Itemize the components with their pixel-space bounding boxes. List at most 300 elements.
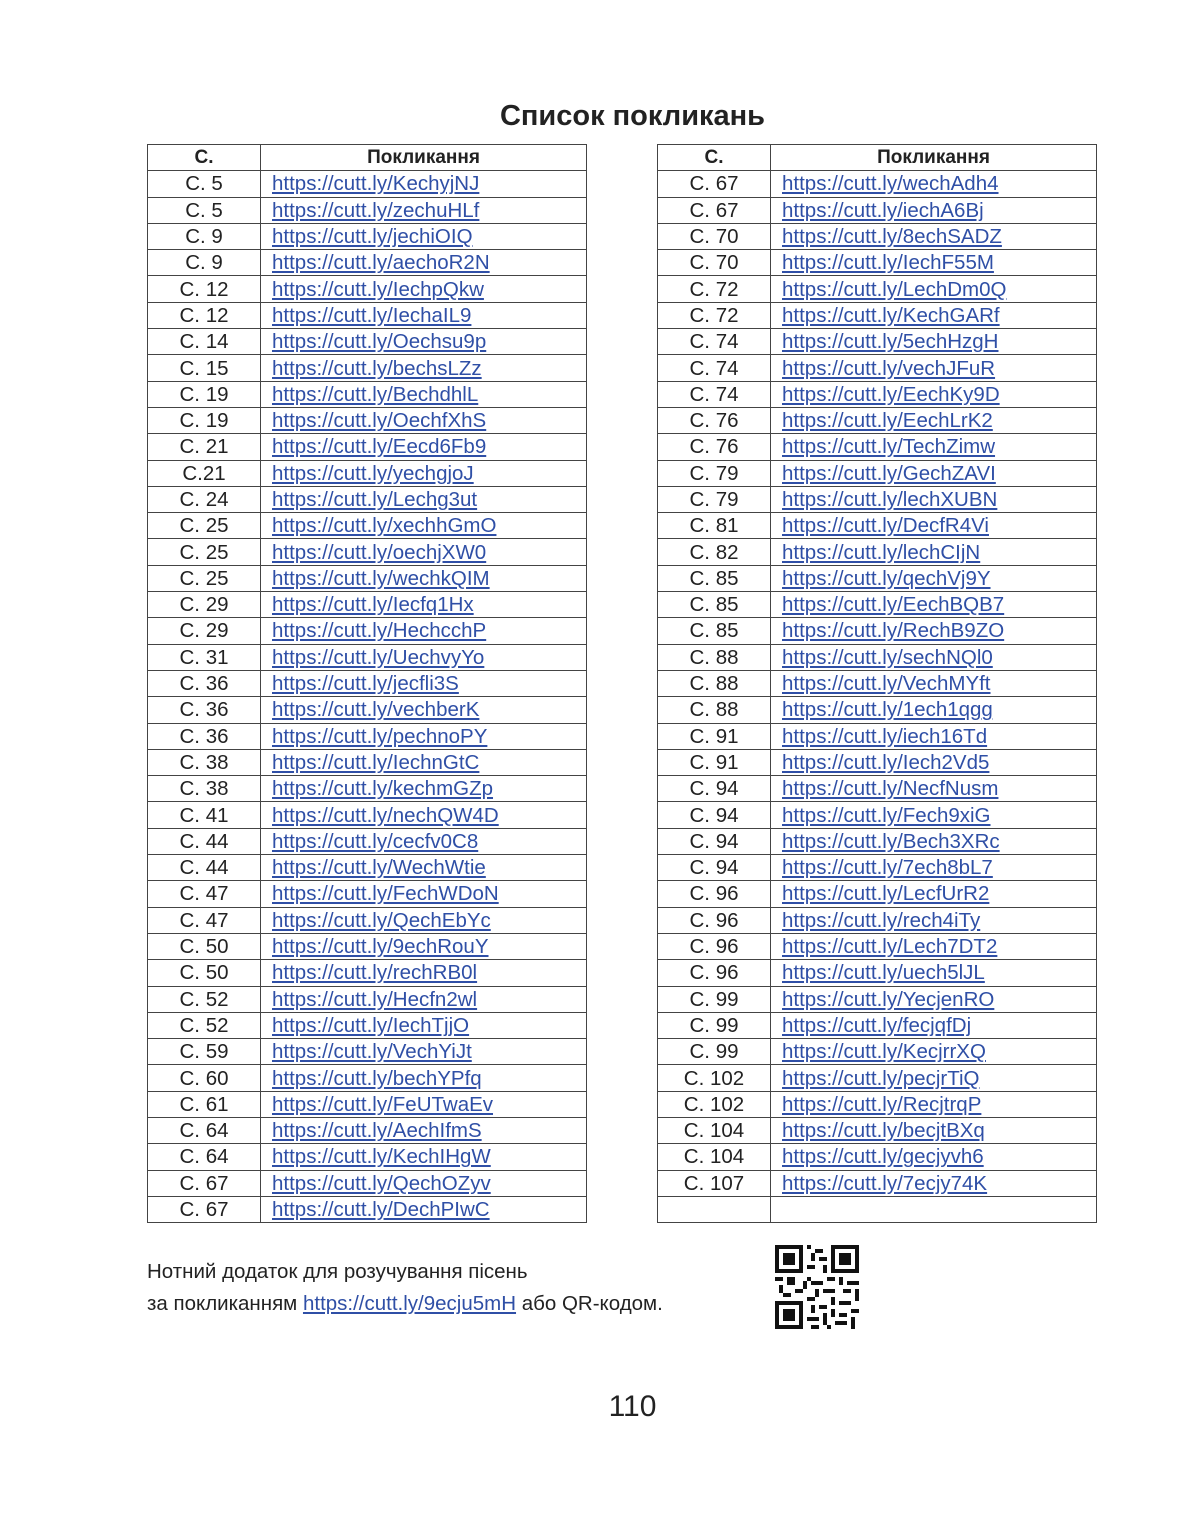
link[interactable]: https://cutt.ly/QechOZyv <box>272 1171 491 1195</box>
note-suffix: або QR-кодом. <box>516 1292 663 1315</box>
page-ref-cell: С. 79 <box>658 486 771 512</box>
table-row <box>148 1144 587 1170</box>
page-ref-cell: С. 70 <box>658 223 771 249</box>
link-cell <box>771 539 1097 565</box>
link-cell <box>771 697 1097 723</box>
link[interactable]: https://cutt.ly/gecjyvh6 <box>782 1145 984 1169</box>
link[interactable]: https://cutt.ly/DechPIwC <box>272 1198 490 1222</box>
link[interactable]: https://cutt.ly/sechNQl0 <box>782 645 993 669</box>
table-row <box>658 223 1097 249</box>
page-ref-cell: С. 64 <box>148 1117 261 1143</box>
link[interactable]: https://cutt.ly/rechRB0l <box>272 961 478 985</box>
column-header-page: С. <box>658 145 771 171</box>
page-ref-cell: С. 31 <box>148 644 261 670</box>
link[interactable]: https://cutt.ly/IechpQkw <box>272 277 484 301</box>
link-cell <box>771 1091 1097 1117</box>
link-cell <box>771 197 1097 223</box>
page-ref-cell: С. 15 <box>148 355 261 381</box>
page-ref-cell: С. 52 <box>148 1012 261 1038</box>
table-row <box>148 355 587 381</box>
link[interactable]: https://cutt.ly/AechIfmS <box>272 1119 482 1143</box>
page-ref-cell: С. 59 <box>148 1039 261 1065</box>
table-row <box>658 723 1097 749</box>
link-cell <box>771 618 1097 644</box>
link[interactable]: https://cutt.ly/8echSADZ <box>782 225 1002 249</box>
link[interactable]: https://cutt.ly/Lech7DT2 <box>782 935 998 959</box>
table-row <box>658 670 1097 696</box>
page-ref-cell: С. 94 <box>658 855 771 881</box>
column-header-link: Покликання <box>261 145 587 171</box>
page-ref-cell: С. 76 <box>658 434 771 460</box>
page-ref-cell: С. 9 <box>148 223 261 249</box>
link-cell <box>261 250 587 276</box>
link[interactable]: https://cutt.ly/Oechsu9p <box>272 330 487 354</box>
page-ref-cell: С. 24 <box>148 486 261 512</box>
page-ref-cell: С. 88 <box>658 670 771 696</box>
link-cell <box>261 828 587 854</box>
table-row <box>658 618 1097 644</box>
link[interactable]: https://cutt.ly/NecfNusm <box>782 777 999 801</box>
table-row <box>148 223 587 249</box>
link[interactable]: https://cutt.ly/LechDm0Q <box>782 277 1007 301</box>
link[interactable]: https://cutt.ly/bechYPfq <box>272 1066 482 1090</box>
link[interactable]: https://cutt.ly/EechKy9D <box>782 382 1000 406</box>
link[interactable]: https://cutt.ly/EechLrK2 <box>782 409 993 433</box>
page-ref-cell: С. 19 <box>148 407 261 433</box>
link-cell <box>261 407 587 433</box>
table-row <box>148 881 587 907</box>
link[interactable]: https://cutt.ly/FeUTwaEv <box>272 1092 494 1116</box>
link[interactable]: https://cutt.ly/EechBQB7 <box>782 593 1005 617</box>
table-row <box>148 565 587 591</box>
link[interactable]: https://cutt.ly/yechgjoJ <box>272 461 474 485</box>
qr-code-icon <box>775 1245 859 1329</box>
table-row <box>148 933 587 959</box>
page-ref-cell: С. 96 <box>658 907 771 933</box>
table-row <box>148 460 587 486</box>
link[interactable]: https://cutt.ly/IechnGtC <box>272 750 480 774</box>
page-ref-cell: С. 81 <box>658 513 771 539</box>
link[interactable]: https://cutt.ly/cecfv0C8 <box>272 829 479 853</box>
link[interactable]: https://cutt.ly/DecfR4Vi <box>782 514 989 538</box>
page-ref-cell: С. 50 <box>148 960 261 986</box>
page-ref-cell: С. 36 <box>148 697 261 723</box>
table-row <box>148 1170 587 1196</box>
table-row <box>658 539 1097 565</box>
note-line-1: Нотний додаток для розучування пісень <box>147 1260 528 1283</box>
page-ref-cell: С. 91 <box>658 723 771 749</box>
table-row <box>658 565 1097 591</box>
link[interactable]: https://cutt.ly/becjtBXq <box>782 1119 985 1143</box>
link[interactable]: https://cutt.ly/IechF55M <box>782 251 994 275</box>
table-row <box>148 1039 587 1065</box>
link-cell <box>261 776 587 802</box>
table-row <box>148 960 587 986</box>
link[interactable]: https://cutt.ly/xechhGmO <box>272 514 497 538</box>
table-row <box>148 381 587 407</box>
link-cell <box>261 697 587 723</box>
table-row <box>658 1039 1097 1065</box>
table-row <box>148 644 587 670</box>
page-ref-cell: С. 104 <box>658 1117 771 1143</box>
link[interactable]: https://cutt.ly/vechberK <box>272 698 480 722</box>
link[interactable]: https://cutt.ly/rech4iTy <box>782 908 981 932</box>
note-prefix: за покликанням <box>147 1292 303 1315</box>
link[interactable]: https://cutt.ly/YecjenRO <box>782 987 995 1011</box>
link-cell <box>771 592 1097 618</box>
link-cell <box>261 802 587 828</box>
link[interactable]: https://cutt.ly/9echRouY <box>272 935 489 959</box>
link-cell <box>261 1196 587 1222</box>
link-cell <box>771 1039 1097 1065</box>
link-cell <box>771 460 1097 486</box>
page-ref-cell: С. 44 <box>148 828 261 854</box>
page-ref-cell: С. 104 <box>658 1144 771 1170</box>
table-row <box>658 197 1097 223</box>
link[interactable]: https://cutt.ly/Iecfq1Hx <box>272 593 474 617</box>
table-row <box>148 276 587 302</box>
page-ref-cell: С. 29 <box>148 618 261 644</box>
link[interactable]: https://cutt.ly/uech5lJL <box>782 961 985 985</box>
link-cell <box>261 670 587 696</box>
link[interactable]: https://cutt.ly/KecjrrXQ <box>782 1040 986 1064</box>
link-cell <box>261 1144 587 1170</box>
page-ref-cell: С. 25 <box>148 513 261 539</box>
link[interactable]: https://cutt.ly/nechQW4D <box>272 803 499 827</box>
link-cell <box>771 565 1097 591</box>
table-row <box>658 776 1097 802</box>
link[interactable]: https://cutt.ly/OechfXhS <box>272 409 487 433</box>
link-cell <box>771 381 1097 407</box>
link[interactable]: https://cutt.ly/BechdhlL <box>272 382 479 406</box>
page-ref-cell <box>658 1196 771 1222</box>
link[interactable]: https://cutt.ly/wechAdh4 <box>782 172 999 196</box>
page-ref-cell: С. 47 <box>148 907 261 933</box>
link-cell <box>771 1170 1097 1196</box>
link[interactable]: https://cutt.ly/jechiOIQ <box>272 225 473 249</box>
link-cell <box>771 907 1097 933</box>
link[interactable]: https://cutt.ly/lechXUBN <box>782 488 998 511</box>
link-cell <box>261 513 587 539</box>
link[interactable]: https://cutt.ly/UechvyYo <box>272 645 485 669</box>
table-row <box>148 1117 587 1143</box>
link-cell <box>261 302 587 328</box>
link[interactable]: https://cutt.ly/KechyjNJ <box>272 172 480 196</box>
link[interactable]: https://cutt.ly/QechEbYc <box>272 908 491 932</box>
page-ref-cell: С. 25 <box>148 565 261 591</box>
link[interactable]: https://cutt.ly/Hecfn2wl <box>272 987 478 1011</box>
link-cell <box>261 329 587 355</box>
page-ref-cell: С. 61 <box>148 1091 261 1117</box>
link-cell <box>261 749 587 775</box>
table-row <box>658 986 1097 1012</box>
link[interactable]: https://cutt.ly/Fech9xiG <box>782 803 991 827</box>
page-ref-cell: С. 60 <box>148 1065 261 1091</box>
link[interactable]: https://cutt.ly/RechB9ZO <box>782 619 1005 643</box>
link[interactable]: https://cutt.ly/GechZAVI <box>782 461 996 485</box>
link[interactable]: https://cutt.ly/iechA6Bj <box>782 198 984 222</box>
page-ref-cell: С. 67 <box>148 1170 261 1196</box>
link[interactable]: https://cutt.ly/oechjXW0 <box>272 540 487 564</box>
link-cell <box>261 618 587 644</box>
link-cell <box>261 434 587 460</box>
link-cell <box>771 670 1097 696</box>
table-row <box>148 828 587 854</box>
table-row <box>148 802 587 828</box>
table-row <box>658 302 1097 328</box>
page-ref-cell: С. 19 <box>148 381 261 407</box>
page-ref-cell: С. 85 <box>658 565 771 591</box>
link[interactable]: https://cutt.ly/zechuHLf <box>272 198 480 222</box>
link[interactable]: https://cutt.ly/IechaIL9 <box>272 303 472 327</box>
table-row <box>658 933 1097 959</box>
link-cell <box>261 565 587 591</box>
link-cell <box>261 644 587 670</box>
link-cell <box>771 855 1097 881</box>
link-cell <box>261 1170 587 1196</box>
link-cell <box>771 1117 1097 1143</box>
page-ref-cell: С. 67 <box>148 1196 261 1222</box>
link[interactable]: https://cutt.ly/pecjrTiQ <box>782 1066 980 1090</box>
link[interactable]: https://cutt.ly/7ech8bL7 <box>782 856 993 880</box>
link-cell <box>771 723 1097 749</box>
table-row <box>658 381 1097 407</box>
link-cell <box>261 1091 587 1117</box>
link[interactable]: https://cutt.ly/qechVj9Y <box>782 566 991 590</box>
table-header-row <box>148 145 587 171</box>
column-header-page: С. <box>148 145 261 171</box>
table-row <box>658 276 1097 302</box>
link[interactable]: https://cutt.ly/jecfli3S <box>272 672 459 696</box>
table-row <box>658 407 1097 433</box>
page-ref-cell: С. 5 <box>148 197 261 223</box>
page-ref-cell: С. 38 <box>148 776 261 802</box>
link-cell <box>261 1065 587 1091</box>
link[interactable]: https://cutt.ly/HechcchP <box>272 619 487 643</box>
page-ref-cell: С. 52 <box>148 986 261 1012</box>
link[interactable]: https://cutt.ly/7ecjy74K <box>782 1171 988 1195</box>
link-cell <box>771 749 1097 775</box>
page-ref-cell: С. 107 <box>658 1170 771 1196</box>
link[interactable]: https://cutt.ly/lechCIjN <box>782 540 981 564</box>
page-ref-cell: С. 36 <box>148 723 261 749</box>
link-cell <box>771 513 1097 539</box>
table-row <box>148 434 587 460</box>
link-cell <box>261 355 587 381</box>
link[interactable]: https://cutt.ly/RecjtrqP <box>782 1092 982 1116</box>
table-row <box>658 486 1097 512</box>
link[interactable]: https://cutt.ly/fecjqfDj <box>782 1013 972 1037</box>
table-row <box>658 1091 1097 1117</box>
table-row <box>658 1117 1097 1143</box>
table-row <box>148 250 587 276</box>
page-ref-cell: С. 67 <box>658 197 771 223</box>
page-ref-cell: С. 38 <box>148 749 261 775</box>
page-ref-cell: С. 36 <box>148 670 261 696</box>
page-ref-cell: С. 72 <box>658 276 771 302</box>
link-cell <box>771 933 1097 959</box>
table-row <box>658 434 1097 460</box>
link[interactable]: https://cutt.ly/1ech1qgg <box>782 698 993 722</box>
link-cell <box>771 329 1097 355</box>
page-ref-cell: С. 82 <box>658 539 771 565</box>
table-row <box>148 697 587 723</box>
table-row <box>658 171 1097 197</box>
table-row <box>658 802 1097 828</box>
link-cell <box>771 1065 1097 1091</box>
link-cell <box>261 907 587 933</box>
link[interactable]: https://cutt.ly/LecfUrR2 <box>782 882 990 906</box>
link-cell <box>261 197 587 223</box>
link[interactable]: https://cutt.ly/kechmGZp <box>272 777 494 801</box>
table-row <box>658 1065 1097 1091</box>
table-row <box>658 1170 1097 1196</box>
table-row <box>658 1196 1097 1222</box>
link[interactable]: https://cutt.ly/aechoR2N <box>272 251 490 275</box>
link-cell <box>261 381 587 407</box>
page-ref-cell: С. 99 <box>658 1012 771 1038</box>
table-row <box>148 539 587 565</box>
page-ref-cell: С. 74 <box>658 381 771 407</box>
table-row <box>148 855 587 881</box>
page-ref-cell: С. 94 <box>658 776 771 802</box>
link-cell <box>261 723 587 749</box>
link[interactable]: https://cutt.ly/iech16Td <box>782 724 988 748</box>
table-row <box>148 986 587 1012</box>
link-cell <box>771 434 1097 460</box>
table-row <box>658 697 1097 723</box>
link[interactable]: https://cutt.ly/FechWDoN <box>272 882 499 906</box>
table-row <box>148 1065 587 1091</box>
page-ref-cell: С. 12 <box>148 302 261 328</box>
page-ref-cell: С. 47 <box>148 881 261 907</box>
page-ref-cell: С. 67 <box>658 171 771 197</box>
link[interactable]: https://cutt.ly/KechIHgW <box>272 1145 491 1169</box>
link-cell <box>771 250 1097 276</box>
page-ref-cell: С. 102 <box>658 1065 771 1091</box>
table-row <box>148 618 587 644</box>
link-cell <box>261 881 587 907</box>
page-ref-cell: С. 74 <box>658 329 771 355</box>
table-row <box>658 644 1097 670</box>
table-row <box>148 513 587 539</box>
page-ref-cell: С. 64 <box>148 1144 261 1170</box>
table-row <box>658 1012 1097 1038</box>
link-cell <box>771 407 1097 433</box>
table-row <box>148 407 587 433</box>
link[interactable]: https://cutt.ly/WechWtie <box>272 856 486 880</box>
note-line-2 <box>147 1288 663 1320</box>
table-row <box>658 250 1097 276</box>
link-cell <box>261 1012 587 1038</box>
link-cell <box>771 802 1097 828</box>
table-row <box>148 1091 587 1117</box>
page-ref-cell: С. 76 <box>658 407 771 433</box>
link-cell <box>261 171 587 197</box>
link-cell <box>771 1196 1097 1222</box>
page-ref-cell: С. 102 <box>658 1091 771 1117</box>
link[interactable]: https://cutt.ly/bechsLZz <box>272 356 482 380</box>
table-row <box>658 513 1097 539</box>
page-ref-cell: С. 12 <box>148 276 261 302</box>
link-cell <box>771 828 1097 854</box>
page-ref-cell: С. 14 <box>148 329 261 355</box>
link[interactable]: https://cutt.ly/VechYiJt <box>272 1040 472 1064</box>
page-ref-cell: С. 85 <box>658 592 771 618</box>
page-ref-cell: С. 94 <box>658 802 771 828</box>
page-ref-cell: С. 88 <box>658 697 771 723</box>
page-ref-cell: С. 70 <box>658 250 771 276</box>
table-row <box>148 592 587 618</box>
page-ref-cell: С. 41 <box>148 802 261 828</box>
link-cell <box>771 644 1097 670</box>
link-cell <box>261 223 587 249</box>
link-cell <box>261 592 587 618</box>
table-row <box>148 907 587 933</box>
page-ref-cell: С. 74 <box>658 355 771 381</box>
link[interactable]: https://cutt.ly/Iech2Vd5 <box>782 750 990 774</box>
supplement-link[interactable]: https://cutt.ly/9ecju5mH <box>302 1292 517 1315</box>
page-ref-cell: С. 21 <box>148 434 261 460</box>
page-ref-cell: С. 72 <box>658 302 771 328</box>
link[interactable]: https://cutt.ly/wechkQIM <box>272 566 490 590</box>
table-row <box>148 723 587 749</box>
table-row <box>658 592 1097 618</box>
page-number: 110 <box>608 1390 657 1423</box>
link[interactable]: https://cutt.ly/Bech3XRc <box>782 829 1000 853</box>
link[interactable]: https://cutt.ly/vechJFuR <box>782 356 996 380</box>
page-ref-cell: С. 9 <box>148 250 261 276</box>
link-cell <box>261 855 587 881</box>
table-row <box>148 197 587 223</box>
link[interactable]: https://cutt.ly/Lechg3ut <box>272 488 478 511</box>
link-cell <box>261 539 587 565</box>
link-cell <box>771 776 1097 802</box>
table-row <box>148 776 587 802</box>
link-cell <box>261 486 587 512</box>
link[interactable]: https://cutt.ly/VechMYft <box>782 672 991 696</box>
link-cell <box>771 486 1097 512</box>
link[interactable]: https://cutt.ly/KechGARf <box>782 303 1000 327</box>
link-cell <box>261 276 587 302</box>
table-row <box>658 907 1097 933</box>
page-ref-cell: С. 5 <box>148 171 261 197</box>
page-ref-cell: С. 85 <box>658 618 771 644</box>
link-cell <box>771 171 1097 197</box>
links-table-left <box>147 144 587 1223</box>
link[interactable]: https://cutt.ly/IechTjjO <box>272 1013 470 1037</box>
page-ref-cell: С. 96 <box>658 881 771 907</box>
link[interactable]: https://cutt.ly/5echHzgH <box>782 330 999 354</box>
link[interactable]: https://cutt.ly/pechnoPY <box>272 724 488 748</box>
page-ref-cell: С. 44 <box>148 855 261 881</box>
table-row <box>148 302 587 328</box>
page-ref-cell: С. 99 <box>658 1039 771 1065</box>
page-ref-cell: С. 96 <box>658 960 771 986</box>
link-cell <box>771 355 1097 381</box>
link-cell <box>771 881 1097 907</box>
table-row <box>148 670 587 696</box>
link[interactable]: https://cutt.ly/Eecd6Fb9 <box>272 435 487 459</box>
link[interactable]: https://cutt.ly/TechZimw <box>782 435 996 459</box>
table-row <box>658 855 1097 881</box>
table-row <box>148 486 587 512</box>
table-row <box>658 828 1097 854</box>
table-row <box>148 1012 587 1038</box>
table-row <box>658 749 1097 775</box>
page-ref-cell: С.21 <box>148 460 261 486</box>
link-cell <box>261 986 587 1012</box>
